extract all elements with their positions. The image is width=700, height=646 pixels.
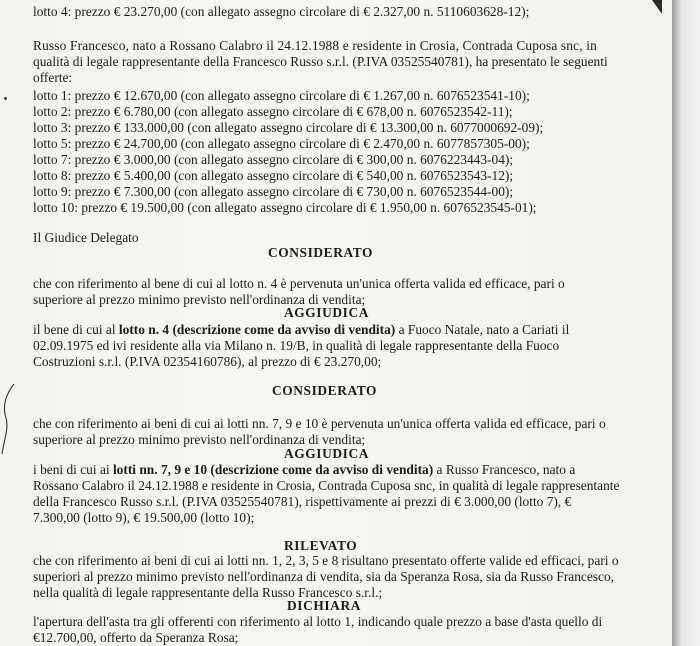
text-line: superiore al prezzo minimo previsto nell'ordinanza di vendita;: [33, 432, 366, 447]
text-line: offerte:: [33, 70, 73, 85]
text-line: il bene di cui al lotto n. 4 (descrizione come da avviso di vendita) a Fuoco Natale, nato a Cariati il: [33, 322, 570, 337]
text-line: €12.700,00, offerto da Speranza Rosa;: [33, 630, 239, 645]
offer-line: lotto 9: prezzo € 7.300,00 (con allegato assegno circolare di € 730,00 n. 6076523544-00);: [33, 184, 514, 199]
page-edge-shadow: [672, 0, 700, 646]
heading-aggiudica: AGGIUDICA: [284, 446, 370, 461]
text-line: che con riferimento al bene di cui al lotto n. 4 è pervenuta un'unica offerta valida ed efficace, pari o: [33, 276, 565, 291]
text-line: 02.09.1975 ed ivi residente alla via Milano n. 19/B, in qualità di legale rappresentante della Fuoco: [33, 338, 560, 353]
text-line: della Francesco Russo s.r.l. (P.IVA 03525540781), rispettivamente ai prezzi di € 3.000,00 (lotto 7), €: [33, 494, 572, 509]
text-line: Costruzioni s.r.l. (P.IVA 02354160786), al prezzo di € 23.270,00;: [33, 354, 382, 369]
text-line: l'apertura dell'asta tra gli offerenti con riferimento al lotto 1, indicando quale prezzo a base d'asta quello di: [33, 614, 603, 629]
text-line: 7.300,00 (lotto 9), € 19.500,00 (lotto 10);: [33, 510, 255, 525]
heading-considerato: CONSIDERATO: [268, 245, 374, 260]
text-line: Russo Francesco, nato a Rossano Calabro il 24.12.1988 e residente in Crosia, Contrada Cuposa snc, in: [33, 38, 597, 53]
heading-rilevato: RILEVATO: [284, 538, 358, 553]
text-line: nella qualità di legale rappresentante della Russo Francesco s.r.l.;: [33, 585, 383, 600]
heading-aggiudica: AGGIUDICA: [284, 305, 370, 320]
offer-line: lotto 2: prezzo € 6.780,00 (con allegato assegno circolare di € 678,00 n. 6076523542-11);: [33, 104, 513, 119]
text-line: lotto 4: prezzo € 23.270,00 (con allegato assegno circolare di € 2.327,00 n. 5110603628-12);: [33, 4, 530, 19]
heading-dichiara: DICHIARA: [287, 598, 361, 613]
offer-line: lotto 7: prezzo € 3.000,00 (con allegato assegno circolare di € 300,00 n. 6076223443-04);: [33, 152, 514, 167]
margin-pen-mark: [0, 380, 20, 460]
offer-line: lotto 10: prezzo € 19.500,00 (con allegato assegno circolare di € 1.950,00 n. 6076523545-01);: [33, 200, 537, 215]
text-line: i beni di cui ai lotti nn. 7, 9 e 10 (descrizione come da avviso di vendita) a Russo Francesco, nato a: [33, 462, 576, 477]
text-line: Il Giudice Delegato: [33, 230, 139, 245]
corner-mark: [652, 0, 662, 14]
text-line: qualità di legale rappresentante della Francesco Russo s.r.l. (P.IVA 03525540781), ha presentato le seguenti: [33, 54, 608, 69]
offer-line: lotto 5: prezzo € 24.700,00 (con allegato assegno circolare di € 2.470,00 n. 6077857305-00);: [33, 136, 530, 151]
text-line: superiore al prezzo minimo previsto nell'ordinanza di vendita;: [33, 292, 366, 307]
text-line: che con riferimento ai beni di cui ai lotti nn. 1, 2, 3, 5 e 8 risultano presentato offerte valide ed efficaci, pari o: [33, 553, 619, 568]
offer-line: lotto 3: prezzo € 133.000,00 (con allegato assegno circolare di € 13.300,00 n. 6077000692-09);: [33, 120, 544, 135]
offer-line: lotto 8: prezzo € 5.400,00 (con allegato assegno circolare di € 540,00 n. 6076523543-12);: [33, 168, 514, 183]
offer-line: lotto 1: prezzo € 12.670,00 (con allegato assegno circolare di € 1.267,00 n. 6076523541-10);: [33, 88, 530, 103]
text-line: che con riferimento ai beni di cui ai lotti nn. 7, 9 e 10 è pervenuta un'unica offerta valida ed efficace, pari o: [33, 416, 606, 431]
text-line: superiori al prezzo minimo previsto nell'ordinanza di vendita, sia da Speranza Rosa, sia da Russo Francesco,: [33, 569, 615, 584]
heading-considerato: CONSIDERATO: [272, 383, 378, 398]
text-line: Rossano Calabro il 24.12.1988 e residente in Crosia, Contrada Cuposa snc, in qualità di legale rappresentante: [33, 478, 620, 493]
margin-dot: [4, 97, 7, 100]
